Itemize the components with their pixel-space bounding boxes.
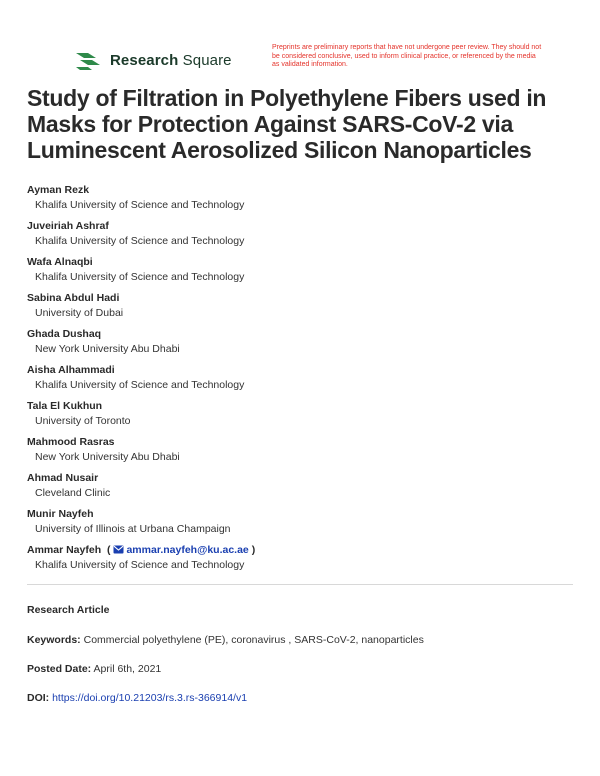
logo-word-square: Square xyxy=(182,51,232,69)
author-name[interactable]: Wafa Alnaqbi xyxy=(27,256,93,268)
page-header xyxy=(0,0,600,80)
author-entry xyxy=(27,471,572,507)
author-entry xyxy=(27,327,572,363)
paper-title: Study of Filtration in Polyethylene Fibers used in Masks for Protection Against SARS-CoV-2 via Luminescent Aerosolized Silicon Nanoparticles xyxy=(27,85,547,163)
author-email-link[interactable]: ammar.nayfeh@ku.ac.ae xyxy=(126,544,249,556)
author-entry xyxy=(27,219,572,255)
author-name[interactable]: Juveiriah Ashraf xyxy=(27,220,109,232)
author-entry xyxy=(27,255,572,291)
posted-date-row xyxy=(27,663,573,675)
author-entry xyxy=(27,435,572,471)
author-affiliation: Khalifa University of Science and Technology xyxy=(35,379,245,391)
logo-word-research: Research xyxy=(110,51,179,69)
corresponding-author xyxy=(27,543,572,557)
author-name[interactable]: Munir Nayfeh xyxy=(27,508,94,520)
author-affiliation: New York University Abu Dhabi xyxy=(35,451,180,463)
author-affiliation: Khalifa University of Science and Technology xyxy=(35,235,245,247)
author-name[interactable]: Mahmood Rasras xyxy=(27,436,115,448)
author-name[interactable]: Sabina Abdul Hadi xyxy=(27,292,120,304)
author-affiliation: University of Toronto xyxy=(35,415,131,427)
author-entry xyxy=(27,399,572,435)
preprint-disclaimer: Preprints are preliminary reports that have not undergone peer review. They should not be considered conclusive, used to inform clinical practice, or referenced by the media as validated information. xyxy=(272,44,542,68)
article-type xyxy=(27,604,573,616)
author-name[interactable]: Aisha Alhammadi xyxy=(27,364,115,376)
keywords-label: Keywords: xyxy=(27,634,81,646)
author-affiliation: Cleveland Clinic xyxy=(35,487,111,499)
author-entry xyxy=(27,183,572,219)
paren-open: ( xyxy=(104,544,111,556)
doi-row xyxy=(27,692,573,704)
keywords-value: Commercial polyethylene (PE), coronavirus , SARS-CoV-2, nanoparticles xyxy=(83,634,424,646)
author-entry xyxy=(27,507,572,543)
research-square-logo-icon xyxy=(74,49,102,71)
keywords-row xyxy=(27,634,573,646)
author-affiliation: Khalifa University of Science and Technology xyxy=(35,199,245,211)
doi-link[interactable]: https://doi.org/10.21203/rs.3.rs-366914/v1 xyxy=(52,692,248,704)
research-square-logo[interactable] xyxy=(74,48,232,72)
section-divider xyxy=(27,584,573,585)
author-name[interactable]: Tala El Kukhun xyxy=(27,400,103,412)
logo-wordmark xyxy=(110,52,232,69)
author-name[interactable]: Ammar Nayfeh xyxy=(27,544,102,556)
posted-date-label: Posted Date: xyxy=(27,663,92,675)
author-entry xyxy=(27,363,572,399)
posted-date-value: April 6th, 2021 xyxy=(93,663,162,675)
author-list xyxy=(27,183,572,579)
author-affiliation: University of Dubai xyxy=(35,307,124,319)
article-type-label: Research Article xyxy=(27,604,110,616)
doi-label: DOI: xyxy=(27,692,50,704)
envelope-icon xyxy=(113,545,124,554)
author-name[interactable]: Ghada Dushaq xyxy=(27,328,102,340)
author-affiliation: Khalifa University of Science and Technology xyxy=(35,271,245,283)
author-affiliation: New York University Abu Dhabi xyxy=(35,343,180,355)
author-name[interactable]: Ayman Rezk xyxy=(27,184,90,196)
author-affiliation: Khalifa University of Science and Technology xyxy=(35,559,245,571)
author-entry xyxy=(27,291,572,327)
author-affiliation: University of Illinois at Urbana Champaign xyxy=(35,523,231,535)
author-name[interactable]: Ahmad Nusair xyxy=(27,472,99,484)
author-entry-corresponding xyxy=(27,543,572,579)
paren-close: ) xyxy=(248,544,256,556)
